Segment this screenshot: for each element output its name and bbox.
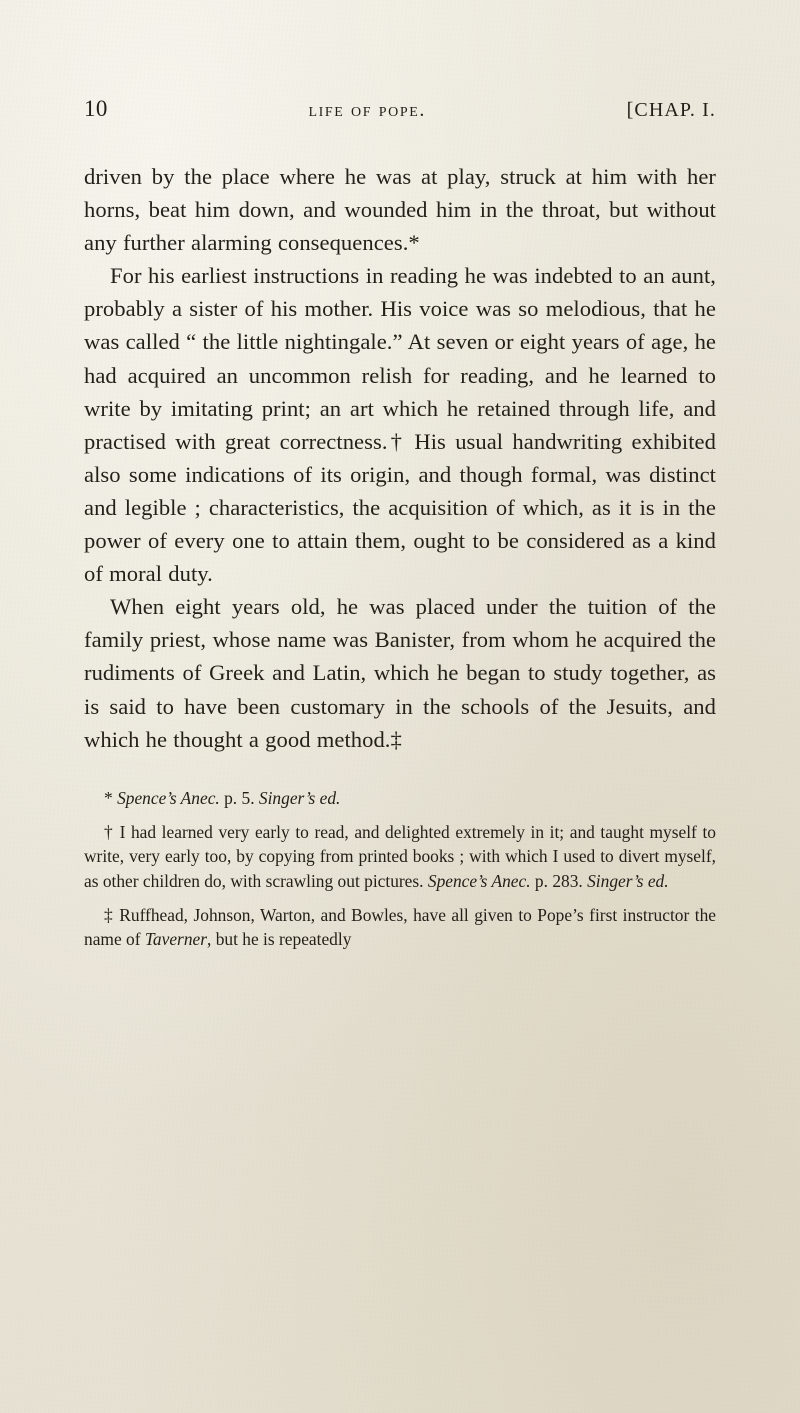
- footnote-marker-2: †: [104, 822, 114, 843]
- footnote-1: [84, 786, 716, 810]
- footnote-marker-1: *: [104, 787, 113, 808]
- footnote-3: [84, 903, 716, 952]
- running-title: life of pope.: [308, 99, 426, 121]
- paragraph-2: For his earliest instructions in reading he was indebted to an aunt, probably a sister of his mother. His voice was so melodious, that he was called “ the little nightingale.” At seven or eight years of age, he had acquired an uncommon relish for reading, and he learned to write by imitating print; an art which he retained through life, and practised with great correctness.† His usual handwriting exhibited also some indications of its origin, and though formal, was distinct and legible ; characteristics, the acquisition of which, as it is in the power of every one to attain them, ought to be considered as a kind of moral duty.: [84, 263, 716, 587]
- page-number: 10: [84, 96, 108, 121]
- footnote-text-1: Spence’s Anec. p. 5. Singer’s ed.: [117, 787, 341, 808]
- footnote-marker-3: ‡: [104, 905, 114, 926]
- running-head: [84, 96, 716, 122]
- body-text: [84, 160, 716, 756]
- footnote-text-2: I had learned very early to read, and delighted extremely in it; and taught myself to write, very early too, by copying from printed books ; with which I used to divert myself, as other children do, with scrawling out pictures. Spence’s Anec. p. 283. Singer’s ed.: [84, 822, 716, 891]
- chapter-marker: [CHAP. I.: [626, 99, 716, 121]
- footnote-text-3: Ruffhead, Johnson, Warton, and Bowles, have all given to Pope’s first instructor the name of Taverner, but he is repeatedly: [84, 905, 716, 950]
- paragraph-3: When eight years old, he was placed under the tuition of the family priest, whose name was Banister, from whom he acquired the rudiments of Greek and Latin, which he began to study together, as is said to have been customary in the schools of the Jesuits, and which he thought a good method.‡: [84, 594, 716, 752]
- footnote-2: [84, 820, 716, 893]
- footnotes: [84, 786, 716, 952]
- paragraph-1: driven by the place where he was at play, struck at him with her horns, beat him down, and wounded him in the throat, but without any further alarming consequences.*: [84, 164, 716, 256]
